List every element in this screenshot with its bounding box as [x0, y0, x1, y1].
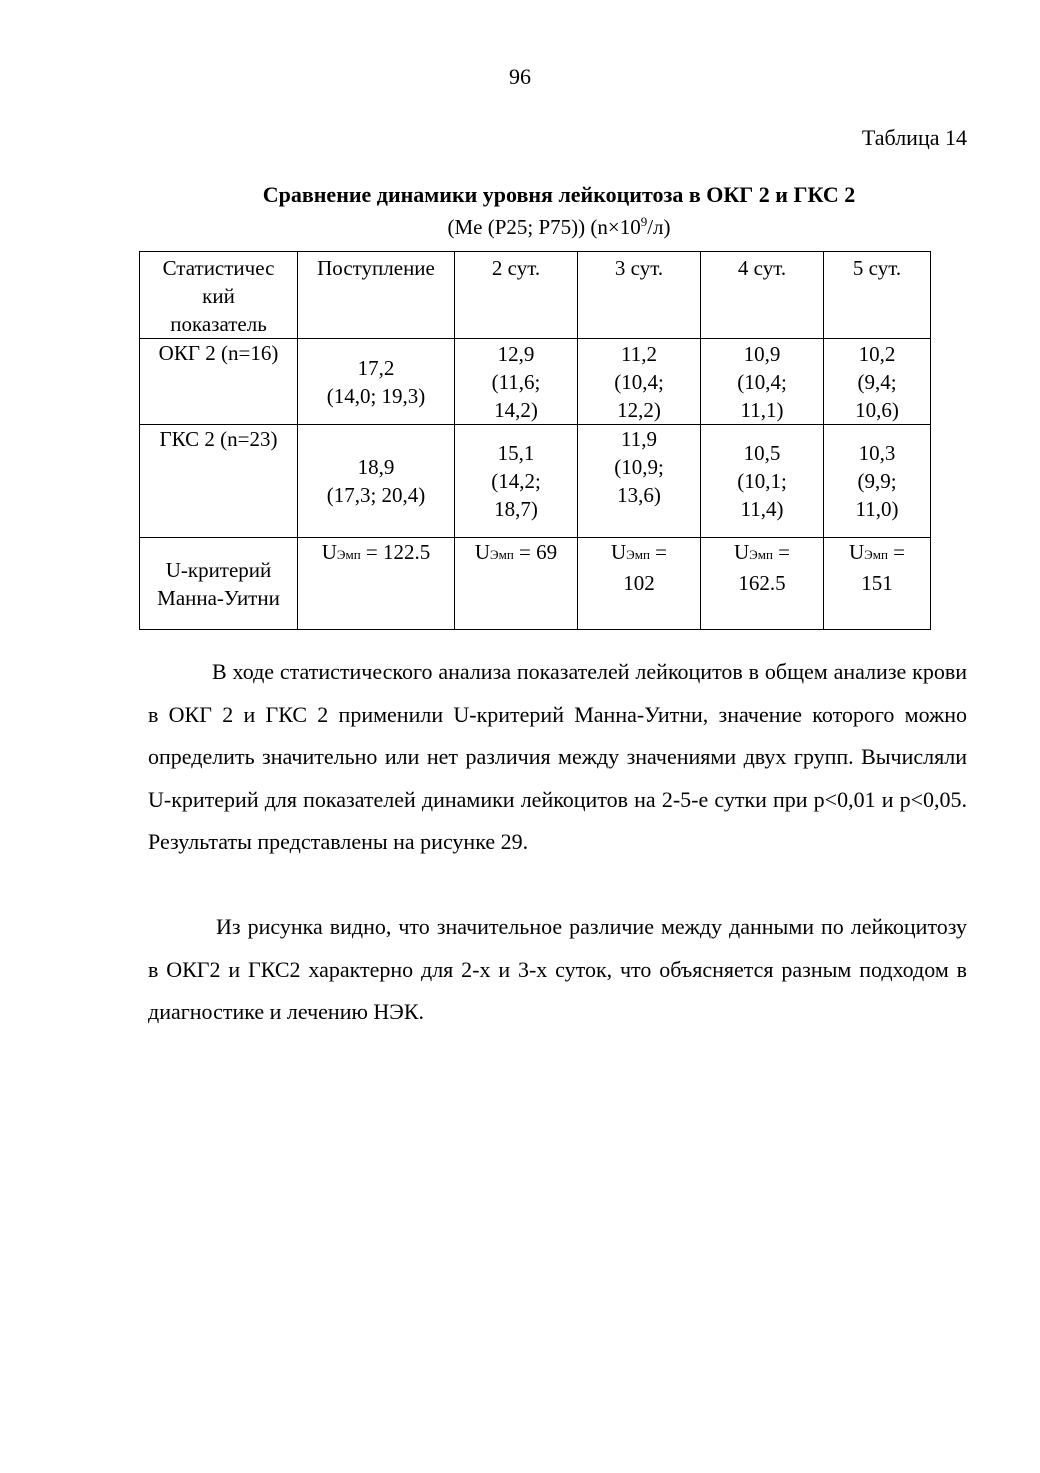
u-subscript: Эмп: [336, 547, 361, 562]
cell-line: 14,2): [494, 397, 538, 422]
caption-subtitle: [0, 209, 1040, 240]
body-paragraph-1: В ходе статистического анализа показателей лейкоцитов в общем анализе крови в ОКГ 2 и ГКС 2 применили U-критерий Манна-Уитни, значение которого можно определить значительно или нет различия между значениями двух групп. Вычисляли U-критерий для показателей динамики лейкоцитов на 2-5-е сутки при p<0,01 и p<0,05. Результаты представлены на рисунке 29.: [148, 659, 967, 854]
cell-line: 11,0): [855, 497, 899, 521]
cell-line: 10,3: [858, 441, 896, 465]
caption-sub-suffix: /л): [647, 215, 671, 239]
u-line: [302, 538, 450, 569]
u-value: =: [893, 540, 906, 564]
header-line: Статистичес: [162, 256, 275, 280]
cell-line: 18,9: [357, 455, 395, 479]
cell-line: (10,1;: [737, 469, 787, 493]
u-value-day-5: [824, 538, 931, 630]
header-stat-indicator: [140, 252, 298, 339]
cell-line: 13,6): [617, 483, 661, 507]
cell-line: (10,4;: [614, 369, 664, 394]
cell-okg2-day-5: [824, 339, 931, 425]
u-value: = 69: [519, 540, 558, 564]
u-line: [582, 538, 696, 569]
row-label-u-criterion: [140, 538, 298, 630]
cell-line: (11,6;: [491, 369, 541, 394]
cell-okg2-day-4: [701, 339, 824, 425]
cell-line: 11,2: [621, 341, 657, 366]
cell-line: 10,2: [858, 341, 896, 366]
cell-gks2-day-5: [824, 425, 931, 538]
table-row-u-criterion: [140, 538, 931, 630]
cell-line: (9,9;: [857, 469, 897, 493]
cell-okg2-day-2: [455, 339, 578, 425]
u-value: =: [778, 540, 791, 564]
row-label-gks2: ГКС 2 (n=23): [140, 425, 298, 538]
u-subscript: Эмп: [749, 547, 773, 562]
u-value-day-3: [578, 538, 701, 630]
cell-line: 10,6): [855, 397, 899, 422]
cell-gks2-day-2: [455, 425, 578, 538]
page-number: 96: [509, 64, 531, 89]
caption-sub-exponent: 9: [640, 214, 648, 229]
cell-line: (10,4;: [737, 369, 787, 394]
caption-sub-prefix: (Me (P25; P75)) (n×10: [447, 215, 641, 239]
cell-line: (9,4;: [857, 369, 897, 394]
u-value-line2: 102: [623, 571, 655, 595]
u-line: [459, 538, 573, 569]
header-admission: Поступление: [298, 252, 455, 339]
u-value-line2: 162.5: [738, 571, 786, 595]
u-subscript: Эмп: [490, 547, 514, 562]
table-header-row: [140, 252, 931, 339]
cell-gks2-day-4: [701, 425, 824, 538]
cell-line: 15,1: [497, 441, 535, 465]
u-letter: U: [474, 540, 491, 564]
cell-line: 11,1): [740, 397, 784, 422]
header-day-5: 5 сут.: [824, 252, 931, 339]
u-letter: U: [610, 540, 627, 564]
header-day-4: 4 сут.: [701, 252, 824, 339]
u-line: [705, 538, 819, 569]
cell-line: 18,7): [494, 497, 538, 521]
header-day-2: 2 сут.: [455, 252, 578, 339]
u-line: [828, 538, 926, 569]
u-letter: U: [321, 540, 337, 564]
u-letter: U: [848, 540, 865, 564]
table-label: Таблица 14: [861, 125, 967, 150]
table-row-gks2: [140, 425, 931, 538]
cell-line: 11,4): [740, 497, 784, 521]
u-value: = 122.5: [365, 540, 431, 564]
table-caption: [0, 181, 1040, 240]
cell-line: 12,9: [497, 341, 535, 366]
u-value-day-4: [701, 538, 824, 630]
u-value-admission: [298, 538, 455, 630]
leukocytosis-table: [139, 251, 931, 630]
caption-title: Сравнение динамики уровня лейкоцитоза в ОКГ 2 и ГКС 2: [262, 182, 856, 207]
cell-line: (17,3; 20,4): [326, 483, 426, 507]
label-line: U-критерий: [165, 557, 272, 582]
u-subscript: Эмп: [626, 547, 650, 562]
cell-line: (10,9;: [614, 455, 664, 479]
u-value-day-2: [455, 538, 578, 630]
cell-gks2-admission: [298, 425, 455, 538]
body-paragraph-2: Из рисунка видно, что значительное различие между данными по лейкоцитозу в ОКГ2 и ГКС2 характерно для 2-х и 3-х суток, что объясняется разным подходом в диагностике и лечению НЭК.: [148, 914, 967, 1024]
u-subscript: Эмп: [864, 547, 888, 562]
label-line: Манна-Уитни: [157, 585, 280, 610]
cell-line: (14,0; 19,3): [326, 383, 426, 408]
cell-line: 10,9: [743, 341, 781, 366]
header-line: показатель: [170, 312, 267, 336]
header-day-3: 3 сут.: [578, 252, 701, 339]
u-value: =: [655, 540, 668, 564]
table-row-okg2: [140, 339, 931, 425]
cell-line: 10,5: [743, 441, 781, 465]
u-letter: U: [733, 540, 750, 564]
u-value-line2: 151: [861, 571, 893, 595]
cell-line: 11,9: [621, 427, 657, 451]
cell-line: 17,2: [357, 355, 395, 380]
cell-gks2-day-3: [578, 425, 701, 538]
cell-line: (14,2;: [491, 469, 541, 493]
cell-okg2-admission: [298, 339, 455, 425]
cell-line: 12,2): [617, 397, 661, 422]
header-line: кий: [202, 284, 235, 308]
row-label-okg2: ОКГ 2 (n=16): [140, 339, 298, 425]
cell-okg2-day-3: [578, 339, 701, 425]
